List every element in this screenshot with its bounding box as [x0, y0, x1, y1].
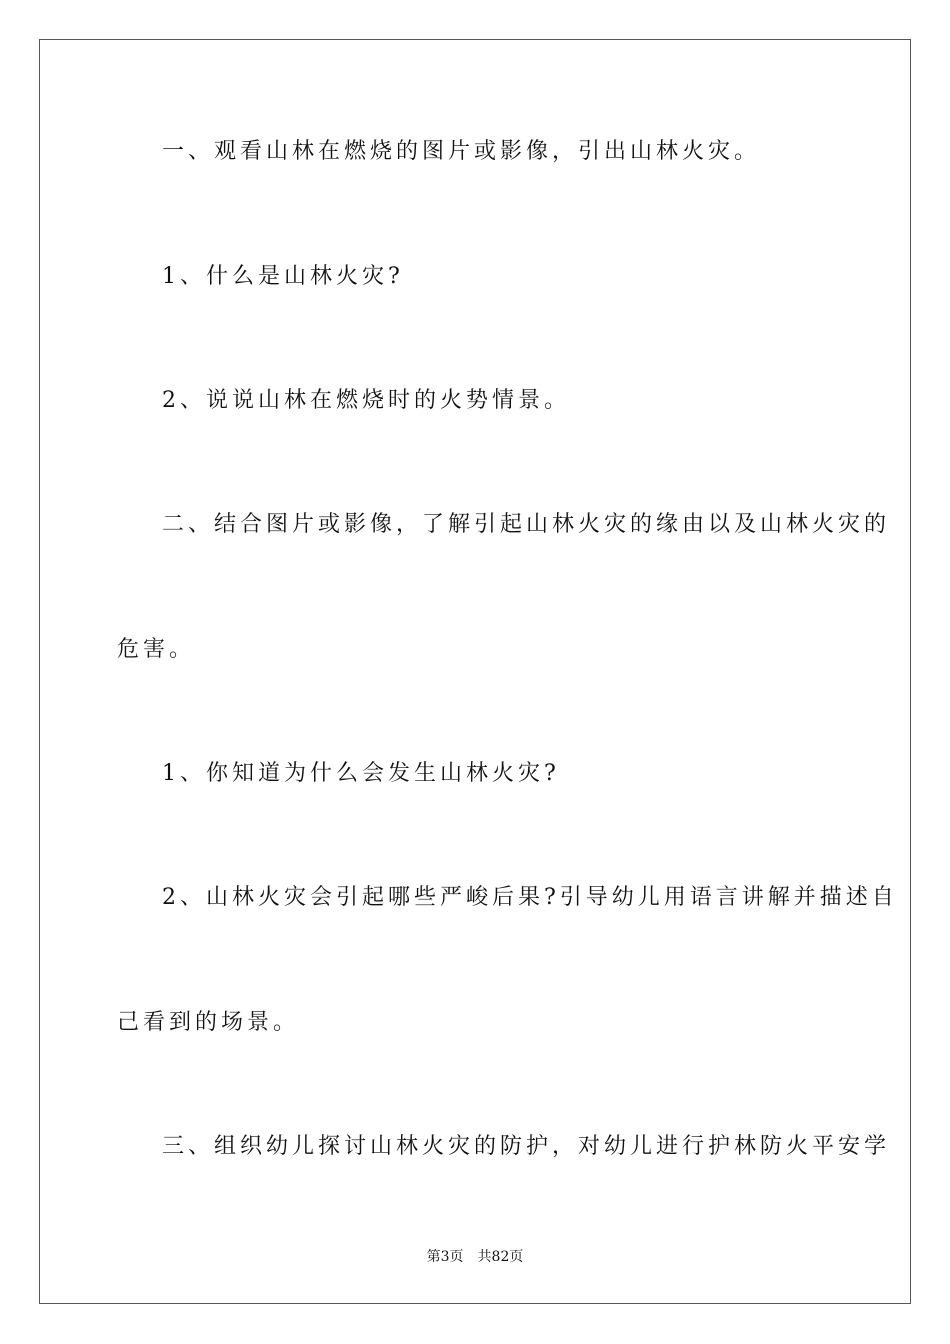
- paragraph-continuation: 危害。: [117, 637, 196, 662]
- paragraph-continuation: 己看到的场景。: [117, 1010, 300, 1035]
- page-border: [39, 39, 911, 1304]
- question-item: 2、说说山林在燃烧时的火势情景。: [162, 388, 570, 413]
- page-total: 共82页: [477, 1249, 524, 1265]
- question-item: 2、山林火灾会引起哪些严峻后果?引导幼儿用语言讲解并描述自: [162, 885, 898, 910]
- section-heading-3: 三、组织幼儿探讨山林火灾的防护，对幼儿进行护林防火平安学: [162, 1134, 891, 1159]
- question-item: 1、什么是山林火灾?: [162, 264, 404, 289]
- section-heading-1: 一、观看山林在燃烧的图片或影像，引出山林火灾。: [162, 139, 761, 164]
- question-item: 1、你知道为什么会发生山林火灾?: [162, 761, 560, 786]
- page-number: 第3页: [426, 1249, 464, 1265]
- page-footer: [0, 1247, 950, 1267]
- section-heading-2: 二、结合图片或影像，了解引起山林火灾的缘由以及山林火灾的: [162, 512, 891, 537]
